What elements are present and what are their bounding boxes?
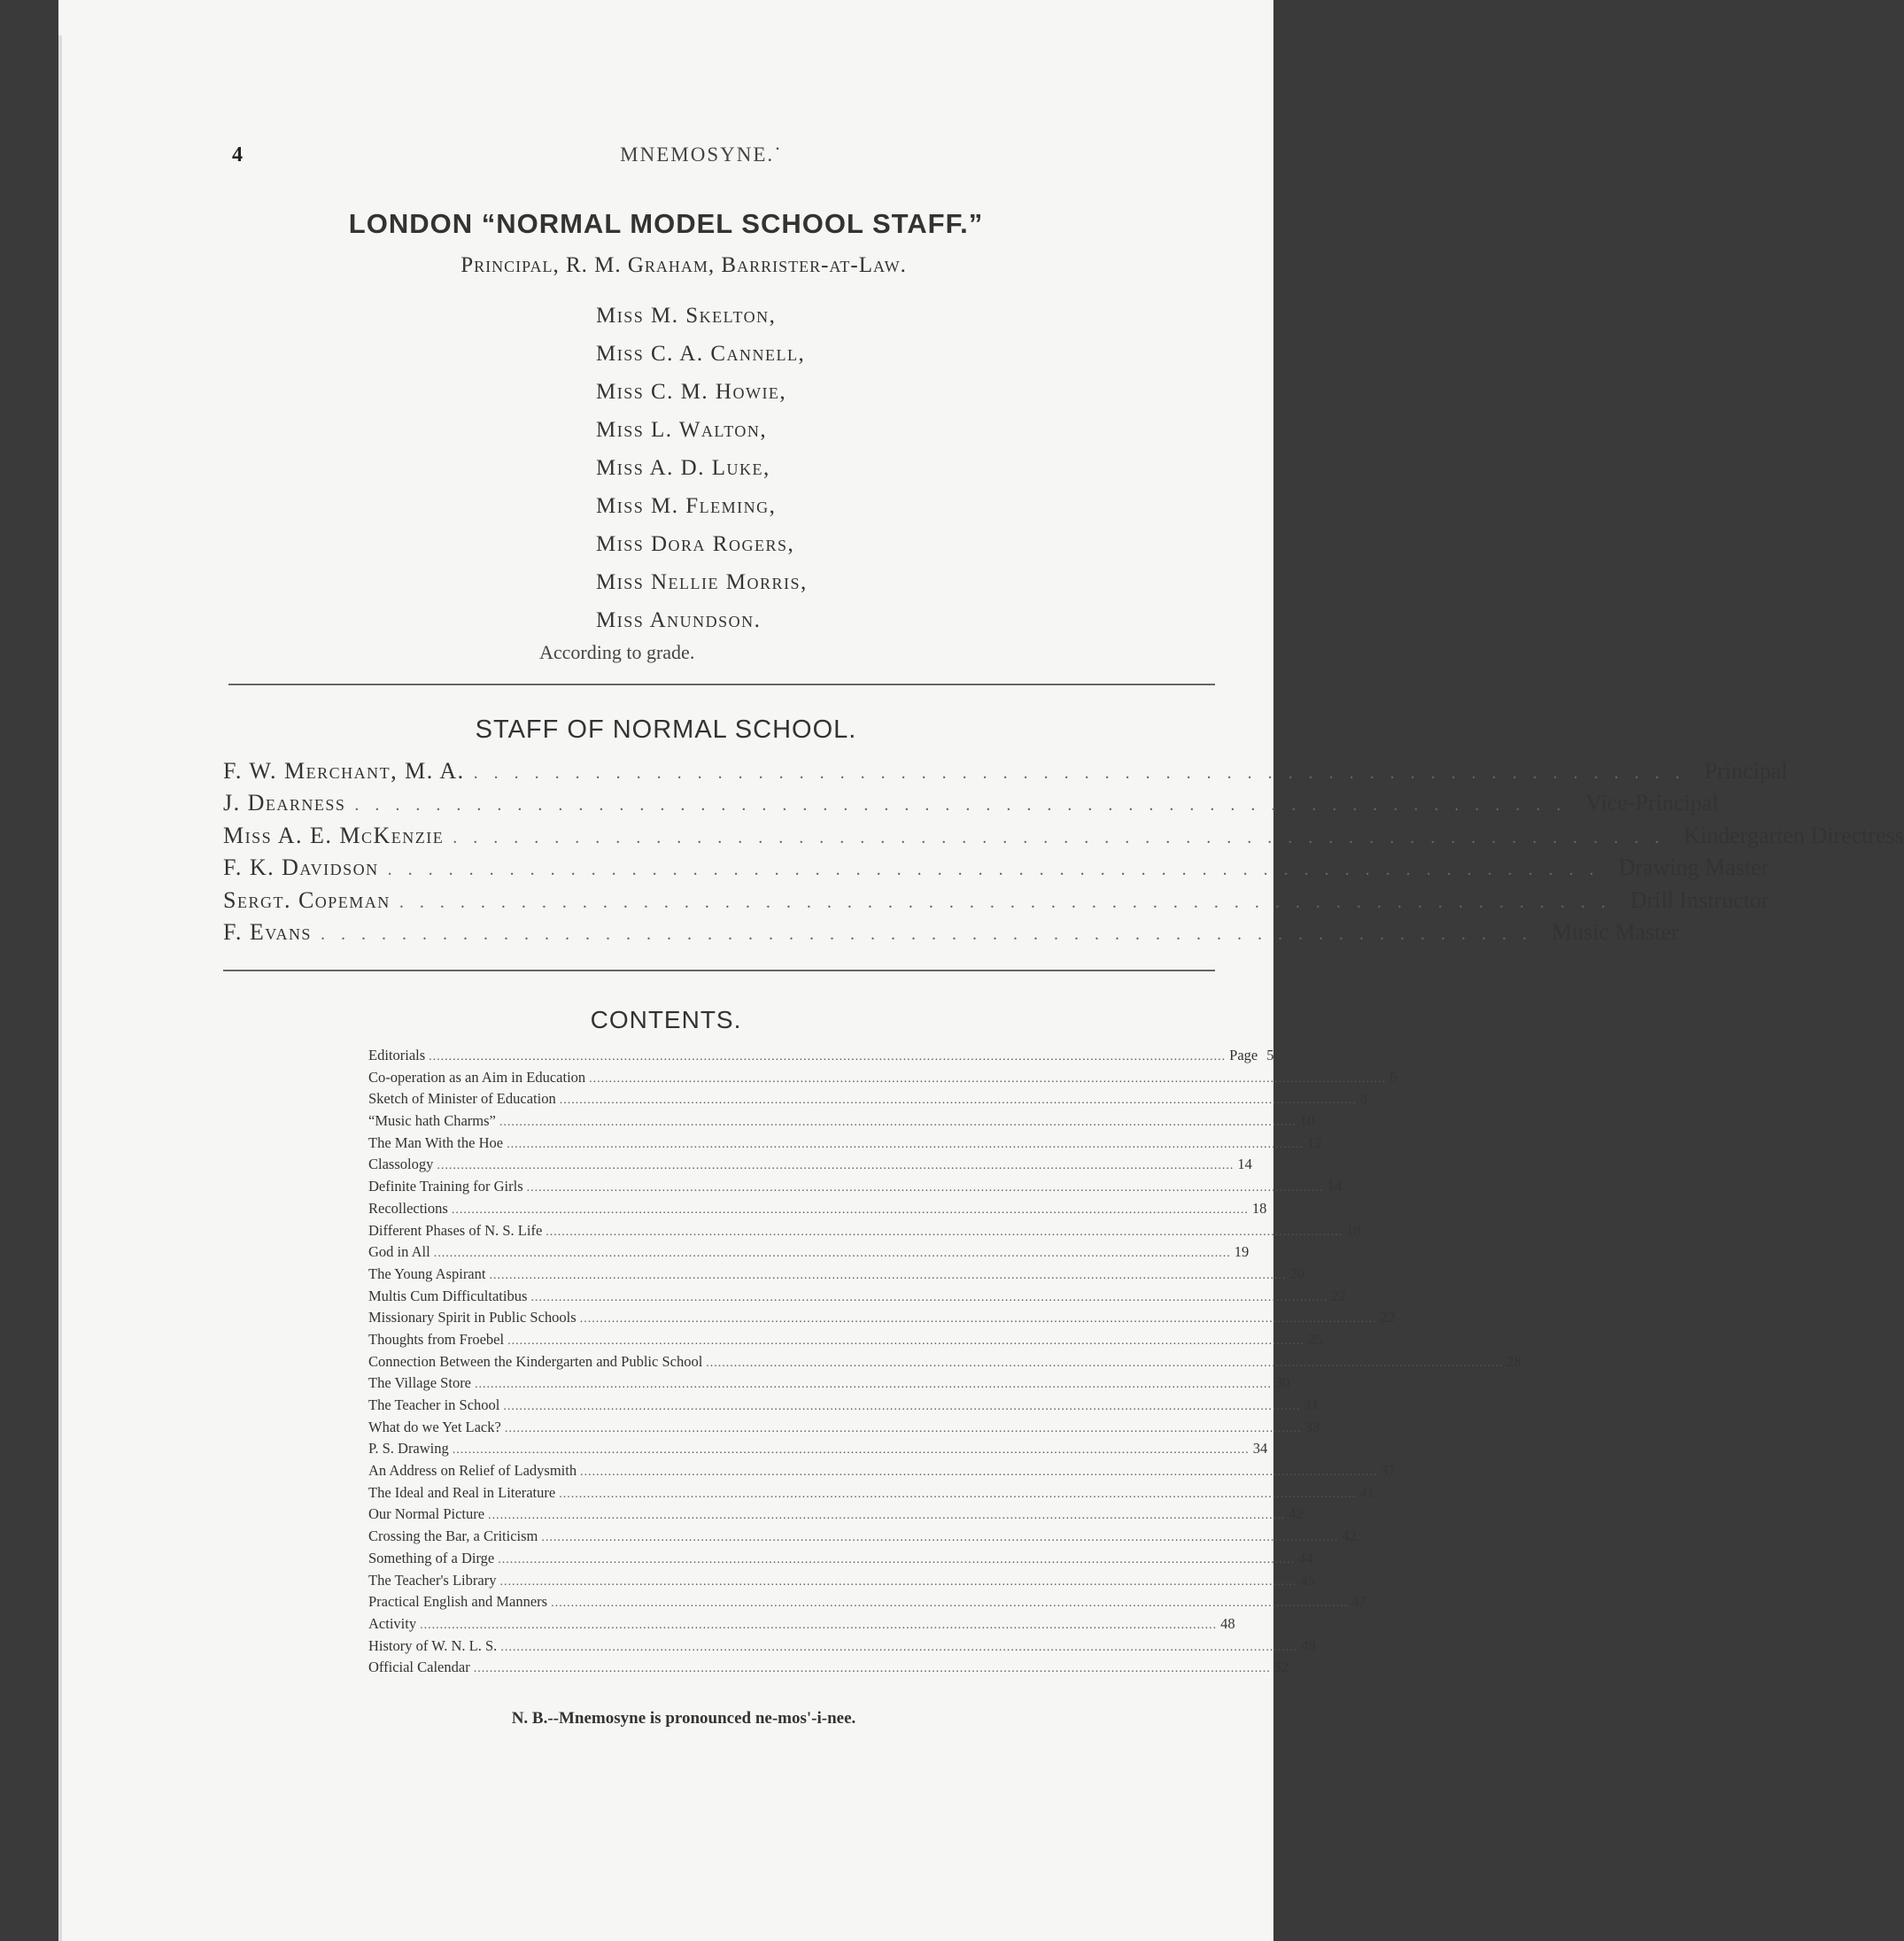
page-number: 4 [232,143,243,166]
staff-member: Miss A. D. Luke, [596,456,770,480]
dot-leader: ........................................................................................................................................................................................................ [546,1225,1343,1239]
contents-item-page [1381,1307,1396,1329]
dot-leader: ........................................................................................................................................................................................................ [473,1662,1271,1676]
page-number-value: 42 [1289,1505,1304,1523]
officer-row [223,918,1679,951]
officer-role: Principal [1704,758,1788,784]
contents-item-title: Definite Training for Girls [368,1178,523,1195]
page-number-value: 14 [1237,1156,1252,1173]
contents-item-title: Activity [368,1614,417,1632]
page-number-value: 45 [1300,1571,1315,1589]
contents-item [368,1351,1521,1373]
contents-item-page [1346,1220,1361,1242]
contents-item [368,1154,1252,1176]
contents-item [368,1088,1367,1110]
contents-item [368,1657,1289,1679]
dot-leader: ........................................................................................................................................................................................................ [437,1159,1235,1173]
contents-item-page [1304,1395,1319,1417]
contents-item [368,1395,1319,1417]
dot-leader: ........................................................................................................................................................................................................ [488,1509,1286,1523]
contents-item-title: Crossing the Bar, a Criticism [368,1527,538,1545]
dot-leader: ........................................................................................................................................................................................................ [580,1465,1378,1480]
contents-item-title: The Young Aspirant [368,1264,486,1282]
page-number-value: 18 [1251,1199,1267,1217]
contents-item-title: Thoughts from Froebel [368,1330,505,1348]
dot-leader: ........................................................................................................................................................................................................ [451,1202,1249,1217]
officer-row [223,758,1788,790]
contents-item-title: God in All [368,1243,430,1261]
page-number-value: 19 [1234,1243,1250,1261]
normal-school-staff-list [223,758,1904,951]
page-number-value: 41 [1359,1483,1374,1501]
dot-leader: ........................................................................................................................................................................................................ [433,1247,1231,1261]
contents-item [368,1329,1323,1351]
officer-name: Miss A. E. McKenzie [223,822,445,848]
grade-note: According to grade. [539,641,695,663]
page-number-value: 34 [1252,1440,1268,1458]
contents-item-page [1275,1373,1290,1395]
contents-item [368,1133,1322,1155]
contents-item-title: Sketch of Minister of Education [368,1090,556,1108]
contents-item-page [1289,1504,1304,1526]
contents-item [368,1307,1396,1329]
contents-item-title: Connection Between the Kindergarten and Public School [368,1352,703,1370]
dot-leader: ........................................................................................................................................................................................................ [475,1378,1273,1392]
dot-leader: ........................................................................................................................................................................................................ [559,1487,1357,1501]
dot-leader: ........................................................................................................................................................................................................ [589,1071,1387,1086]
contents-item [368,1482,1374,1504]
divider [228,684,1215,685]
page-number-value: 33 [1304,1418,1320,1435]
staff-member: Miss M. Skelton, [596,304,777,328]
page-edge [58,35,62,1941]
contents-item-title: What do we Yet Lack? [368,1418,501,1435]
contents-item-title: Practical English and Manners [368,1593,548,1611]
page-number-value: 5 [1266,1047,1274,1063]
dot-leader: ............................................................ [473,763,1696,783]
document-page [58,0,1904,1941]
contents-item-title: Recollections [368,1199,448,1217]
contents-item [368,1241,1250,1264]
contents-item-page [1298,1548,1313,1570]
contents-item [368,1110,1315,1133]
officer-row [223,886,1769,919]
dot-leader: ............................................................ [320,924,1543,944]
officer-row [223,822,1904,855]
contents-item-page [1253,1438,1268,1460]
contents-item-page [1342,1526,1357,1548]
officer-role: Vice-Principal [1585,790,1719,816]
contents-title: CONTENTS. [590,1006,742,1033]
contents-item [368,1045,1274,1067]
dot-leader: ........................................................................................................................................................................................................ [504,1421,1302,1435]
contents-item [368,1438,1268,1460]
contents-item-title: The Teacher's Library [368,1571,497,1589]
page-header [232,143,1171,179]
contents-item-page [1229,1045,1273,1067]
contents-item-page [1305,1417,1320,1439]
officer-row [223,855,1769,886]
page-number-value: 22 [1331,1287,1346,1304]
contents-item-title: P. S. Drawing [368,1440,449,1458]
contents-item-title: The Man With the Hoe [368,1133,504,1151]
dot-leader: ........................................................................................................................................................................................................ [499,1116,1296,1130]
officer-name: J. Dearness [223,790,346,816]
staff-member: Miss Nellie Morris, [596,570,808,594]
officer-role: Music Master [1551,918,1679,945]
page-number-value: 28 [1506,1352,1521,1370]
staff-member: Miss Dora Rogers, [596,532,795,556]
contents-item [368,1417,1320,1439]
contents-item-page [1360,1088,1367,1110]
officer-row [223,790,1719,822]
contents-item-page [1301,1636,1316,1658]
contents-item-title: The Teacher in School [368,1396,500,1413]
footnote: N. B.--Mnemosyne is pronounced ne-mos'-i-nee. [511,1709,856,1728]
contents-item [368,1526,1357,1548]
contents-item-title: Co-operation as an Aim in Education [368,1068,586,1086]
contents-item-title: “Music hath Charms” [368,1112,496,1130]
page-number-value: 22 [1380,1309,1396,1326]
contents-item-page [1389,1067,1397,1089]
dot-leader: ........................................................................................................................................................................................................ [530,1290,1328,1304]
contents-item-page [1274,1657,1289,1679]
contents-item-page [1300,1110,1315,1133]
contents-item-title: Official Calendar [368,1659,470,1676]
contents-item-page [1235,1241,1250,1264]
contents-item-page [1331,1286,1346,1308]
contents-item [368,1504,1304,1526]
officer-name: F. W. Merchant, M. A. [223,758,465,784]
contents-list [368,1045,1521,1679]
staff-member: Miss Anundson. [596,608,762,632]
dot-leader: ........................................................................................................................................................................................................ [489,1268,1287,1282]
contents-item-title: Our Normal Picture [368,1505,485,1523]
contents-item-page [1308,1329,1323,1351]
contents-item-title: The Village Store [368,1374,472,1392]
contents-item-page [1359,1482,1374,1504]
page-number-value: 12 [1307,1133,1322,1151]
contents-item-title: Missionary Spirit in Public Schools [368,1309,577,1326]
page-number-value: 10 [1299,1112,1315,1130]
contents-item-title: History of W. N. L. S. [368,1636,498,1654]
dot-leader: ............................................................ [354,795,1577,816]
dot-leader: ........................................................................................................................................................................................................ [526,1181,1324,1195]
page-number-value: 31 [1304,1396,1319,1413]
dot-leader: ............................................................ [387,860,1610,880]
page-number-value: 52 [1273,1659,1289,1676]
contents-item [368,1460,1396,1482]
dot-leader: ............................................................ [453,827,1676,847]
dot-leader: ........................................................................................................................................................................................................ [420,1618,1218,1632]
dot-leader: ........................................................................................................................................................................................................ [499,1574,1297,1589]
contents-item-page [1327,1176,1343,1198]
contents-item-title: Editorials [368,1047,426,1063]
page-number-value: 44 [1298,1549,1313,1566]
staff-member: Miss M. Fleming, [596,494,777,518]
page-number-value: 42 [1342,1527,1357,1545]
contents-item-title: Multis Cum Difficultatibus [368,1287,528,1304]
contents-item [368,1067,1397,1089]
divider [223,970,1215,971]
contents-item-page [1252,1198,1267,1220]
page-number-value: 20 [1289,1264,1304,1282]
contents-item [368,1636,1316,1658]
officer-role: Kindergarten Directress [1683,822,1904,848]
model-school-principal: Principal, R. M. Graham, Barrister-at-Law. [461,253,907,277]
normal-school-title: STAFF OF NORMAL SCHOOL. [475,715,857,744]
contents-item [368,1373,1290,1395]
officer-name: F. K. Davidson [223,855,379,881]
dot-leader: ........................................................................................................................................................................................................ [500,1640,1298,1654]
dot-leader: ........................................................................................................................................................................................................ [579,1312,1377,1326]
contents-item-page [1300,1570,1315,1592]
contents-item-title: Something of a Dirge [368,1549,495,1566]
page-number-value: 6 [1389,1068,1397,1086]
dot-leader: ........................................................................................................................................................................................................ [429,1050,1227,1063]
contents-item-page [1289,1264,1304,1286]
page-number-value: 14 [1327,1178,1343,1195]
contents-item [368,1220,1361,1242]
contents-item [368,1198,1267,1220]
contents-item [368,1570,1315,1592]
dot-leader: ........................................................................................................................................................................................................ [551,1597,1349,1611]
contents-item-title: The Ideal and Real in Literature [368,1483,556,1501]
page-number-value: 47 [1351,1593,1366,1611]
dot-leader: ............................................................ [399,892,1621,912]
dot-leader: ........................................................................................................................................................................................................ [507,1137,1304,1151]
dot-leader: ........................................................................................................................................................................................................ [706,1356,1504,1370]
model-school-title: LONDON “NORMAL MODEL SCHOOL STAFF.” [348,208,984,239]
officer-role: Drawing Master [1618,855,1769,881]
staff-member: Miss C. A. Cannell, [596,342,806,366]
contents-item [368,1264,1304,1286]
contents-item [368,1591,1366,1613]
officer-name: F. Evans [223,918,312,945]
page-number-value: 30 [1275,1374,1290,1392]
dot-leader: ........................................................................................................................................................................................................ [559,1094,1357,1108]
contents-item [368,1176,1343,1198]
dot-leader: ........................................................................................................................................................................................................ [541,1531,1339,1545]
contents-item-title: Classology [368,1156,434,1173]
dot-leader: ........................................................................................................................................................................................................ [503,1400,1301,1413]
dot-leader: ........................................................................................................................................................................................................ [452,1443,1250,1458]
page-number-value: 48 [1220,1614,1235,1632]
page-number-value: 37 [1381,1462,1396,1480]
page-number-value: 8 [1359,1090,1367,1108]
dot-leader: ........................................................................................................................................................................................................ [498,1552,1296,1566]
contents-item-title: Different Phases of N. S. Life [368,1221,543,1239]
page-number-value: 25 [1308,1330,1323,1348]
page-number-value: 49 [1301,1636,1316,1654]
page-label: Page [1229,1047,1258,1063]
contents-item [368,1613,1235,1636]
officer-name: Sergt. Copeman [223,886,391,913]
contents-item [368,1548,1313,1570]
page-number-value: 18 [1346,1221,1361,1239]
contents-item-page [1351,1591,1366,1613]
model-school-staff-list [596,297,808,639]
contents-item-page [1307,1133,1322,1155]
contents-item-page [1506,1351,1521,1373]
contents-item-page [1381,1460,1396,1482]
officer-role: Drill Instructor [1629,886,1769,913]
running-title: MNEMOSYNE.˙ [620,143,783,166]
staff-member: Miss L. Walton, [596,418,768,442]
dot-leader: ........................................................................................................................................................................................................ [507,1334,1305,1348]
contents-item-title: An Address on Relief of Ladysmith [368,1462,577,1480]
contents-item [368,1286,1346,1308]
staff-member: Miss C. M. Howie, [596,380,787,404]
contents-item-page [1220,1613,1235,1636]
contents-item-page [1237,1154,1252,1176]
